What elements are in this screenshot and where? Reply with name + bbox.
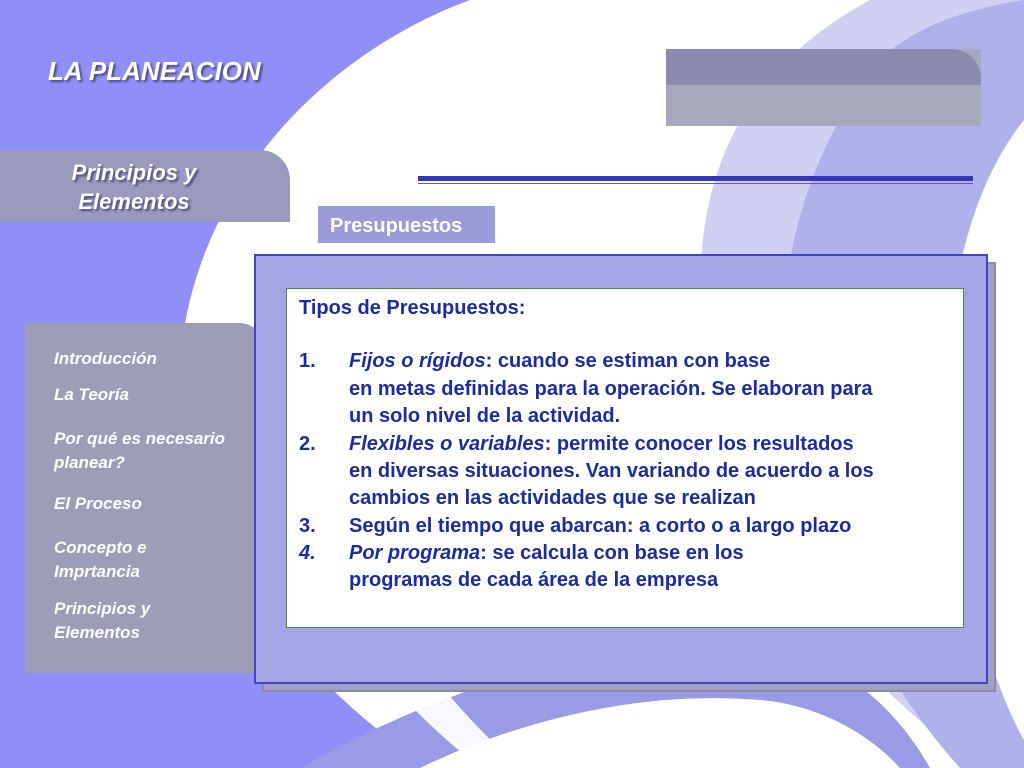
nav-item-introduccion[interactable]: Introducción <box>54 349 157 368</box>
nav-item-el-proceso[interactable]: El Proceso <box>54 494 142 513</box>
item1-line2: en metas definidas para la operación. Se elaboran para <box>349 378 873 400</box>
item1-number: 1. <box>299 350 316 372</box>
nav-item-elementos[interactable]: Elementos <box>54 623 140 642</box>
item3-text: Según el tiempo que abarcan: a corto o a largo plazo <box>349 515 852 537</box>
tab-presupuestos-label[interactable]: Presupuestos <box>330 215 463 237</box>
nav-item-por-que-es-necesario[interactable]: Por qué es necesario <box>54 429 226 448</box>
item2-line2: en diversas situaciones. Van variando de acuerdo a los <box>349 460 874 482</box>
title-box <box>666 49 981 126</box>
title-box-cap <box>666 49 981 85</box>
item3-number: 3. <box>299 515 316 537</box>
item4-term: Por programa <box>349 542 481 564</box>
nav-item-la-teoria[interactable]: La Teoría <box>54 385 129 404</box>
slide-title: LA PLANEACION <box>48 56 261 86</box>
content-heading: Tipos de Presupuestos: <box>299 297 526 319</box>
nav-item-planear[interactable]: planear? <box>54 453 125 472</box>
content-box <box>286 288 964 628</box>
item2-number: 2. <box>299 433 316 455</box>
title-rule <box>418 176 973 181</box>
section-title <box>0 158 268 216</box>
item2-line3: cambios en las actividades que se realizan <box>349 487 756 509</box>
item1-rest: : cuando se estiman con base <box>485 350 771 372</box>
item1-term: Fijos o rígidos <box>349 350 486 372</box>
item4-first-line <box>349 542 744 565</box>
item4-rest: : se calcula con base en los <box>480 542 744 564</box>
item2-rest: : permite conocer los resultados <box>544 433 854 455</box>
title-rule-thin <box>418 183 973 184</box>
nav-item-principios-y[interactable]: Principios y <box>54 599 151 618</box>
item2-first-line <box>349 433 854 456</box>
item1-first-line <box>349 350 770 373</box>
item4-number-text: 4. <box>299 542 316 564</box>
item1-line3: un solo nivel de la actividad. <box>349 405 621 427</box>
section-title-line1: Principios y <box>71 160 197 185</box>
nav-item-concepto-e[interactable]: Concepto e <box>54 538 147 557</box>
nav-item-imprtancia[interactable]: Imprtancia <box>54 562 140 581</box>
item2-term: Flexibles o variables <box>349 433 545 455</box>
item4-number <box>299 542 316 565</box>
section-title-line2: Elementos <box>78 189 190 214</box>
item4-line2: programas de cada área de la empresa <box>349 569 719 591</box>
